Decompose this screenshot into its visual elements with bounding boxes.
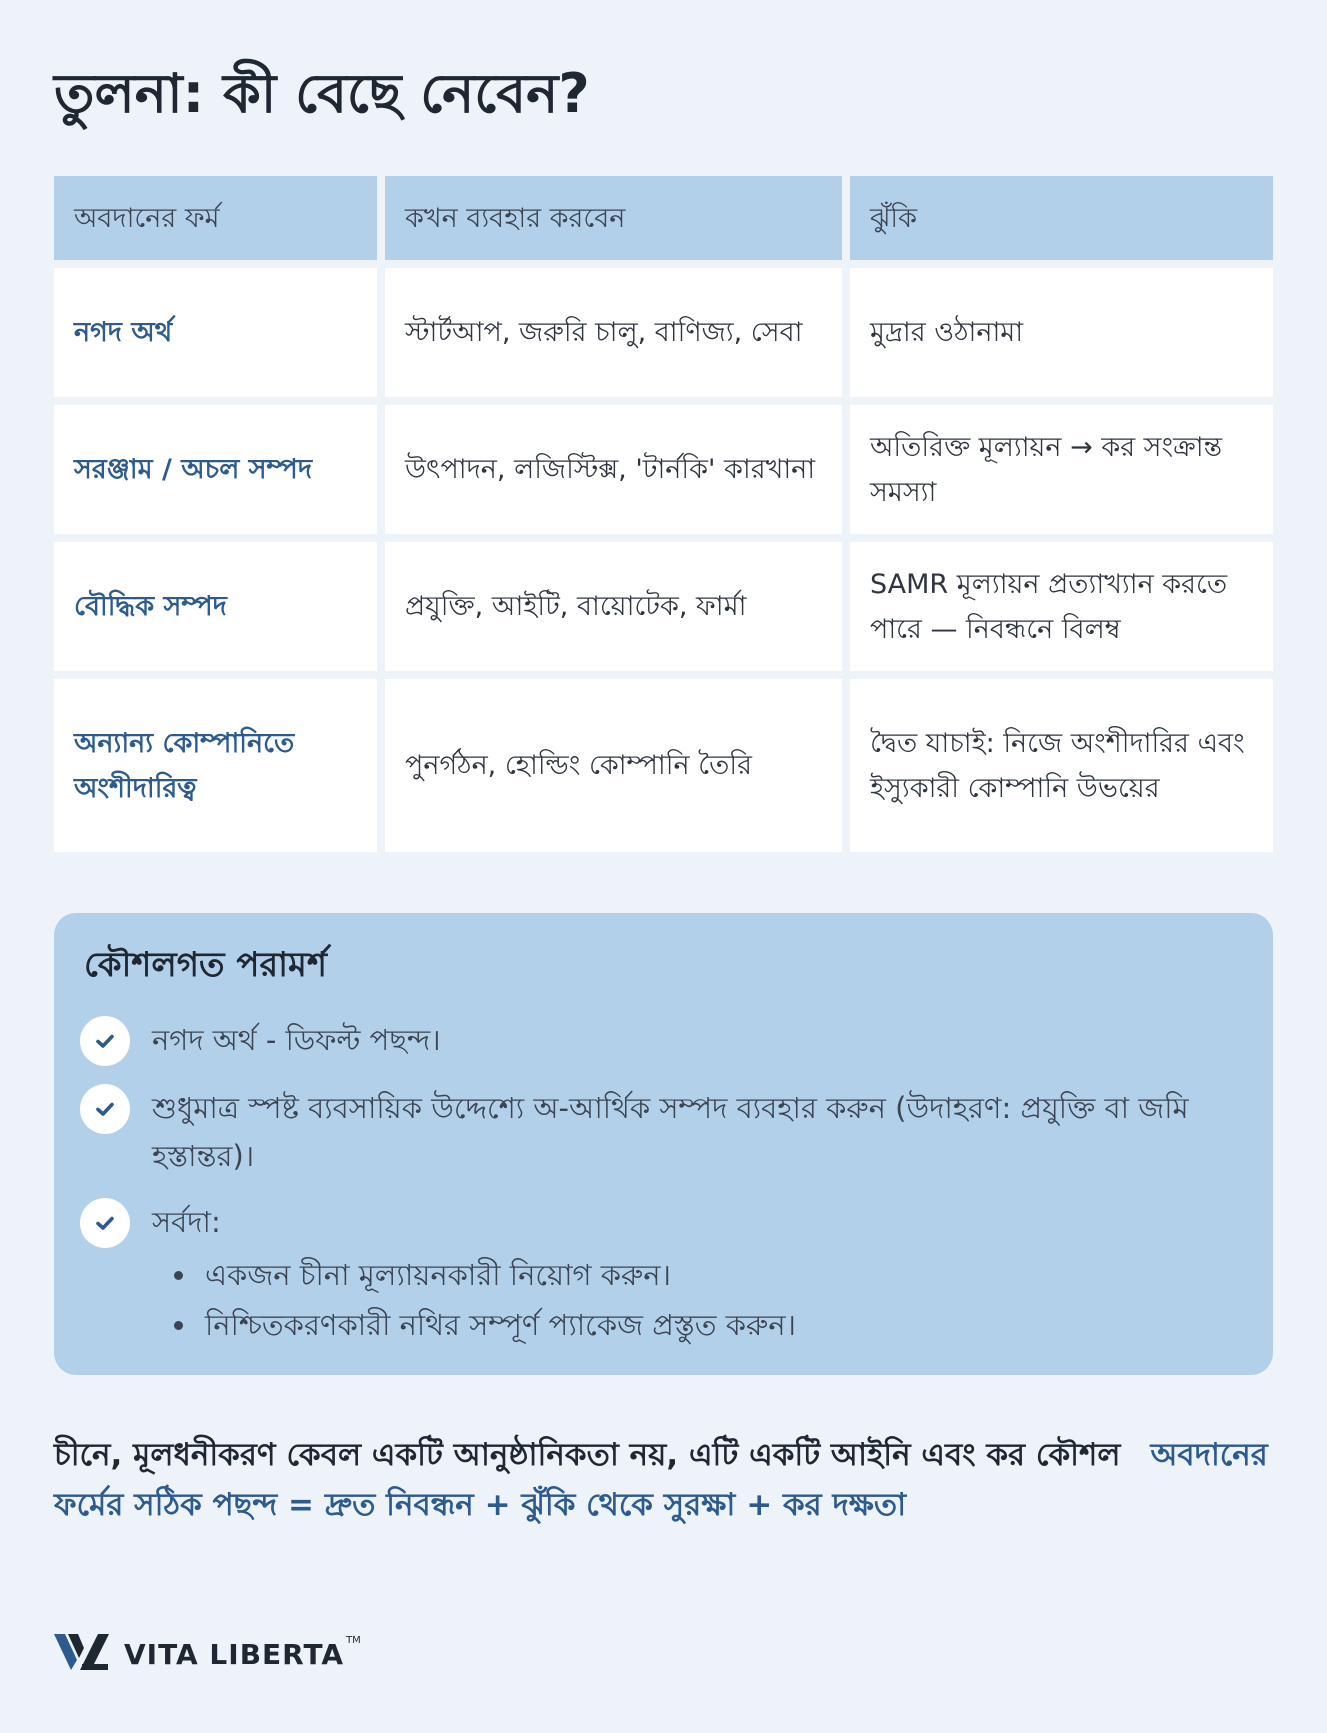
form-cell: সরঞ্জাম / অচল সম্পদ	[54, 405, 377, 534]
table-header-row	[54, 176, 1273, 260]
table-row	[54, 542, 1273, 671]
strategic-advice-box	[54, 913, 1273, 1375]
advice-heading: কৌশলগত পরামর্শ	[84, 945, 328, 985]
risk-cell: অতিরিক্ত মূল্যায়ন → কর সংক্রান্ত সমস্যা	[850, 405, 1273, 534]
when-cell: প্রযুক্তি, আইটি, বায়োটেক, ফার্মা	[385, 542, 842, 671]
check-circle-icon	[80, 1198, 130, 1248]
vl-logo-icon	[54, 1632, 110, 1676]
advice-tip-text: সর্বদা:	[152, 1205, 221, 1239]
advice-tip	[84, 1016, 1243, 1066]
risk-cell: SAMR মূল্যায়ন প্রত্যাখ্যান করতে পারে — নিবন্ধনে বিলম্ব	[850, 542, 1273, 671]
when-cell: পুনর্গঠন, হোল্ডিং কোম্পানি তৈরি	[385, 679, 842, 852]
when-cell: উৎপাদন, লজিস্টিক্স, 'টার্নকি' কারখানা	[385, 405, 842, 534]
conclusion-highlight: অবদানের ফর্মের সঠিক পছন্দ = দ্রুত নিবন্ধন + ঝুঁকি থেকে সুরক্ষা + কর দক্ষতা	[54, 1437, 1268, 1523]
check-circle-icon	[80, 1016, 130, 1066]
bullet-icon	[174, 1321, 183, 1330]
advice-tip-text: শুধুমাত্র স্পষ্ট ব্যবসায়িক উদ্দেশ্যে অ-আর্থিক সম্পদ ব্যবহার করুন (উদাহরণ: প্রযুক্তি বা জমি হস্তান্তর)।	[152, 1091, 1189, 1173]
page-title: তুলনা: কী বেছে নেবেন?	[54, 62, 590, 125]
form-cell: নগদ অর্থ	[54, 268, 377, 397]
table-row	[54, 405, 1273, 534]
sub-item-text: নিশ্চিতকরণকারী নথির সম্পূর্ণ প্যাকেজ প্রস্তুত করুন।	[205, 1308, 796, 1342]
advice-tip	[84, 1084, 1243, 1180]
when-cell: স্টার্টআপ, জরুরি চালু, বাণিজ্য, সেবা	[385, 268, 842, 397]
risk-cell: মুদ্রার ওঠানামা	[850, 268, 1273, 397]
brand-logo	[54, 1632, 361, 1676]
advice-tip-body	[152, 1198, 796, 1350]
header-cell: কখন ব্যবহার করবেন	[385, 176, 842, 260]
list-item	[174, 1250, 796, 1300]
form-cell: অন্যান্য কোম্পানিতে অংশীদারিত্ব	[54, 679, 377, 852]
advice-sub-list	[174, 1250, 796, 1350]
conclusion-text: চীনে, মূলধনীকরণ কেবল একটি আনুষ্ঠানিকতা নয়, এটি একটি আইনি এবং কর কৌশল	[54, 1437, 1121, 1473]
sub-item-text: একজন চীনা মূল্যায়নকারী নিয়োগ করুন।	[205, 1258, 671, 1292]
header-cell: ঝুঁকি	[850, 176, 1273, 260]
form-cell: বৌদ্ধিক সম্পদ	[54, 542, 377, 671]
advice-tip	[84, 1198, 1243, 1350]
risk-cell: দ্বৈত যাচাই: নিজে অংশীদারির এবং ইস্যুকারী কোম্পানি উভয়ের	[850, 679, 1273, 852]
brand-name: VITA LIBERTA	[124, 1637, 345, 1671]
advice-tip-text: নগদ অর্থ - ডিফল্ট পছন্দ।	[152, 1023, 441, 1057]
check-circle-icon	[80, 1084, 130, 1134]
table-row	[54, 679, 1273, 852]
comparison-table	[54, 176, 1273, 860]
conclusion	[54, 1430, 1273, 1530]
header-cell: অবদানের ফর্ম	[54, 176, 377, 260]
table-row	[54, 268, 1273, 397]
list-item	[174, 1300, 796, 1350]
bullet-icon	[174, 1271, 183, 1280]
trademark-mark: TM	[346, 1634, 361, 1646]
